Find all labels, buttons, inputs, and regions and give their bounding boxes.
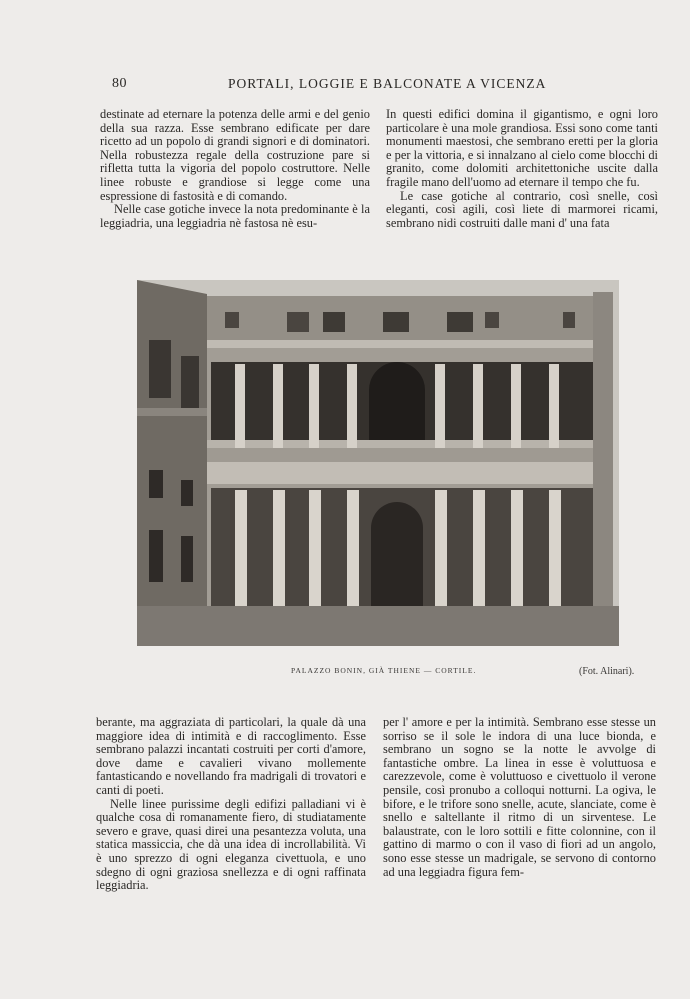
running-title: PORTALI, LOGGIE E BALCONATE A VICENZA xyxy=(228,76,547,91)
text-column-bottom-right xyxy=(383,716,656,879)
photo-credit: (Fot. Alinari). xyxy=(579,666,635,677)
paragraph: Nelle linee purissime degli edifizi palladiani vi è qualche cosa di romanamente fiero, di studiatamente severo e grave, quasi direi una pesantezza voluta, una statica massiccia, che dà una idea di incrollabilità. Vi è uno sprezzo di ogni eleganza civettuola, e uno sdegno di ogni graziosa snellezza e di ogni raffinata leggiadria. xyxy=(96,796,366,893)
text-column-bottom-left xyxy=(96,716,366,893)
paragraph: Le case gotiche al contrario, così snelle, così eleganti, così agili, così liete di marmorei ricami, sembrano nidi costruiti dalle mani d' una fata xyxy=(386,188,658,230)
paragraph: berante, ma aggraziata di particolari, la quale dà una maggiore idea di intimità e di raccoglimento. Esse sembrano palazzi incantati costruiti per corti d'amore, dove dame e cavalieri vivano mollemente fantasticando e novellando fra madrigali di trovatori e canti di poeti. xyxy=(96,715,366,797)
paragraph: per l' amore e per la intimità. Sembrano esse stesse un sorriso se il sole le indora di una luce bionda, e sembrano un sogno se la notte le avvolge di fantastiche ombre. La linea in esse è voluttuosa e carezzevole, come è voluttuoso e civettuolo il verone pensile, così pronubo a colloqui notturni. La ogiva, le bifore, e le trifore sono snelle, acute, slanciate, come è snello e saltellante il ritmo di un sirventese. Le balaustrate, con le loro sottili e fitte colonnine, con il gattino di marmo o con il vaso di fiori ad un angolo, sono esse stesse un madrigale, se servono di contorno ad una leggiadra figura fem- xyxy=(383,715,656,879)
palazzo-courtyard-photo xyxy=(137,280,619,646)
text-column-top-left xyxy=(100,108,370,230)
text-column-top-right xyxy=(386,108,658,230)
paragraph: destinate ad eternare la potenza delle armi e del genio della sua razza. Esse sembrano edificate per dare ricetto ad un popolo di grandi signori e di dominatori. Nella robustezza regale della costruzione pare si rifletta tutta la vigoria del popolo costruttore. Nelle linee robuste e grandiose si legge come una espressione di fastosità e di comando. xyxy=(100,107,370,203)
paragraph: Nelle case gotiche invece la nota predominante è la leggiadria, una leggiadria nè fastosa nè esu- xyxy=(100,202,370,230)
page-number: 80 xyxy=(112,76,127,91)
figure-caption: PALAZZO BONIN, GIÀ THIENE — CORTILE. xyxy=(291,666,477,675)
paragraph: In questi edifici domina il gigantismo, e ogni loro particolare è una mole grandiosa. Essi sono come tanti monumenti maestosi, che sembrano eretti per la gloria e per la vittoria, e si innalzano al cielo come blocchi di granito, come dolomiti architettoniche uscite dalla fragile mano dell'uomo ad eternare il tempo che fu. xyxy=(386,107,658,189)
